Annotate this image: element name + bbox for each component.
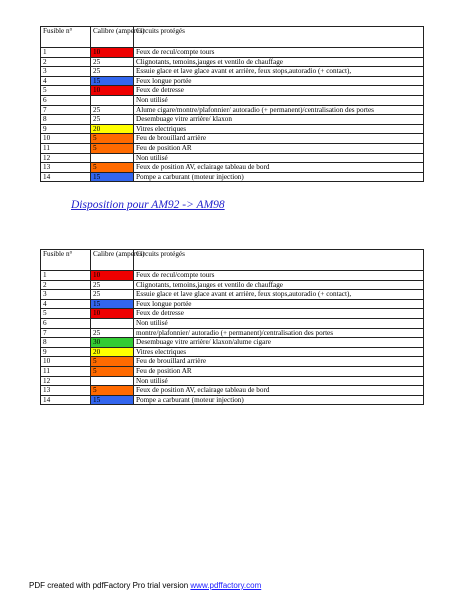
fuse-number-cell: 14 bbox=[41, 172, 91, 182]
circuit-cell: Feu de brouillard arrière bbox=[134, 134, 424, 144]
fuse-number-cell: 2 bbox=[41, 57, 91, 67]
circuit-cell: Feux de recul/compte tours bbox=[134, 271, 424, 281]
circuit-cell: Feu de position AR bbox=[134, 366, 424, 376]
rating-cell: 5 bbox=[91, 386, 134, 396]
fuse-number-cell: 10 bbox=[41, 134, 91, 144]
circuit-cell: Clignotants, temoins,jauges et ventilo de chauffage bbox=[134, 280, 424, 290]
table-body bbox=[41, 48, 424, 182]
table-row bbox=[41, 163, 424, 173]
table-row bbox=[41, 347, 424, 357]
circuit-cell: Desembuage vitre arrière/ klaxon/alume cigare bbox=[134, 338, 424, 348]
fuse-number-cell: 7 bbox=[41, 328, 91, 338]
table-row bbox=[41, 376, 424, 386]
circuit-cell: montre/plafonnier/ autoradio (+ permanent)/centralisation des portes bbox=[134, 328, 424, 338]
fuse-number-cell: 4 bbox=[41, 299, 91, 309]
rating-cell: 25 bbox=[91, 290, 134, 300]
header-rating: Calibre (amperes) bbox=[91, 250, 134, 271]
table-row bbox=[41, 318, 424, 328]
pdf-footer bbox=[29, 581, 261, 590]
fuse-number-cell: 12 bbox=[41, 153, 91, 163]
rating-cell bbox=[91, 376, 134, 386]
circuit-cell: Feux de detresse bbox=[134, 86, 424, 96]
circuit-cell: Feux longue portée bbox=[134, 76, 424, 86]
table-row bbox=[41, 76, 424, 86]
table-row bbox=[41, 299, 424, 309]
rating-cell: 15 bbox=[91, 299, 134, 309]
table-row bbox=[41, 134, 424, 144]
table-row bbox=[41, 95, 424, 105]
circuit-cell: Feux longue portée bbox=[134, 299, 424, 309]
table-row bbox=[41, 290, 424, 300]
rating-cell: 15 bbox=[91, 395, 134, 405]
rating-cell: 10 bbox=[91, 309, 134, 319]
fuse-number-cell: 6 bbox=[41, 95, 91, 105]
rating-cell: 30 bbox=[91, 338, 134, 348]
rating-cell: 25 bbox=[91, 67, 134, 77]
header-rating: Calibre (amperes) bbox=[91, 27, 134, 48]
rating-cell: 25 bbox=[91, 328, 134, 338]
fuse-number-cell: 12 bbox=[41, 376, 91, 386]
footer-link[interactable]: www.pdffactory.com bbox=[190, 581, 262, 590]
rating-cell: 25 bbox=[91, 105, 134, 115]
header-fuse-number: Fusible n° bbox=[41, 27, 91, 48]
table-row bbox=[41, 280, 424, 290]
rating-cell: 25 bbox=[91, 280, 134, 290]
header-fuse-number: Fusible n° bbox=[41, 250, 91, 271]
circuit-cell: Pompe a carburant (moteur injection) bbox=[134, 395, 424, 405]
circuit-cell: Non utilisé bbox=[134, 318, 424, 328]
table-row bbox=[41, 124, 424, 134]
table-row bbox=[41, 271, 424, 281]
table-row bbox=[41, 338, 424, 348]
fuse-number-cell: 13 bbox=[41, 163, 91, 173]
table-header-row bbox=[41, 27, 424, 48]
table-row bbox=[41, 48, 424, 58]
rating-cell bbox=[91, 95, 134, 105]
fuse-number-cell: 6 bbox=[41, 318, 91, 328]
fuse-number-cell: 8 bbox=[41, 338, 91, 348]
rating-cell: 20 bbox=[91, 124, 134, 134]
circuit-cell: Feux de position AV, eclairage tableau de bord bbox=[134, 386, 424, 396]
table-header-row bbox=[41, 250, 424, 271]
table-row bbox=[41, 309, 424, 319]
circuit-cell: Vitres electriques bbox=[134, 124, 424, 134]
table-row bbox=[41, 386, 424, 396]
table-row bbox=[41, 115, 424, 125]
rating-cell bbox=[91, 318, 134, 328]
table-row bbox=[41, 366, 424, 376]
section-title: Disposition pour AM92 -> AM98 bbox=[71, 199, 225, 211]
rating-cell: 20 bbox=[91, 347, 134, 357]
table-row bbox=[41, 57, 424, 67]
rating-cell: 5 bbox=[91, 163, 134, 173]
rating-cell: 10 bbox=[91, 48, 134, 58]
table-row bbox=[41, 105, 424, 115]
circuit-cell: Feux de position AV, eclairage tableau de bord bbox=[134, 163, 424, 173]
fuse-number-cell: 13 bbox=[41, 386, 91, 396]
table-row bbox=[41, 395, 424, 405]
fuse-number-cell: 4 bbox=[41, 76, 91, 86]
circuit-cell: Pompe a carburant (moteur injection) bbox=[134, 172, 424, 182]
rating-cell: 15 bbox=[91, 172, 134, 182]
table-row bbox=[41, 67, 424, 77]
fuse-number-cell: 5 bbox=[41, 309, 91, 319]
fuse-number-cell: 5 bbox=[41, 86, 91, 96]
fuse-number-cell: 7 bbox=[41, 105, 91, 115]
fuse-number-cell: 14 bbox=[41, 395, 91, 405]
circuit-cell: Vitres electriques bbox=[134, 347, 424, 357]
rating-cell: 5 bbox=[91, 366, 134, 376]
rating-cell: 10 bbox=[91, 271, 134, 281]
circuit-cell: Alume cigare/montre/plafonnier/ autoradio (+ permanent)/centralisation des portes bbox=[134, 105, 424, 115]
fuse-number-cell: 8 bbox=[41, 115, 91, 125]
table-row bbox=[41, 328, 424, 338]
circuit-cell: Desembuage vitre arrière/ klaxon bbox=[134, 115, 424, 125]
circuit-cell: Feux de detresse bbox=[134, 309, 424, 319]
rating-cell bbox=[91, 153, 134, 163]
fuse-number-cell: 11 bbox=[41, 143, 91, 153]
rating-cell: 5 bbox=[91, 134, 134, 144]
table-row bbox=[41, 86, 424, 96]
fuse-number-cell: 2 bbox=[41, 280, 91, 290]
fuse-table-1 bbox=[40, 26, 424, 182]
rating-cell: 15 bbox=[91, 76, 134, 86]
footer-text: PDF created with pdfFactory Pro trial version bbox=[29, 581, 191, 590]
table-body bbox=[41, 271, 424, 405]
rating-cell: 5 bbox=[91, 357, 134, 367]
table-row bbox=[41, 357, 424, 367]
fuse-number-cell: 3 bbox=[41, 290, 91, 300]
circuit-cell: Feu de brouillard arrière bbox=[134, 357, 424, 367]
rating-cell: 25 bbox=[91, 115, 134, 125]
circuit-cell: Clignotants, temoins,jauges et ventilo de chauffage bbox=[134, 57, 424, 67]
circuit-cell: Non utilisé bbox=[134, 376, 424, 386]
rating-cell: 5 bbox=[91, 143, 134, 153]
fuse-number-cell: 10 bbox=[41, 357, 91, 367]
circuit-cell: Feu de position AR bbox=[134, 143, 424, 153]
circuit-cell: Non utilisé bbox=[134, 153, 424, 163]
rating-cell: 10 bbox=[91, 86, 134, 96]
header-circuits: Circuits protégés bbox=[134, 250, 424, 271]
fuse-number-cell: 9 bbox=[41, 124, 91, 134]
circuit-cell: Essuie glace et lave glace avant et arrière, feux stops,autoradio (+ contact), bbox=[134, 67, 424, 77]
fuse-table-2 bbox=[40, 249, 424, 405]
table-row bbox=[41, 153, 424, 163]
circuit-cell: Non utilisé bbox=[134, 95, 424, 105]
table-row bbox=[41, 143, 424, 153]
circuit-cell: Feux de recul/compte tours bbox=[134, 48, 424, 58]
fuse-number-cell: 11 bbox=[41, 366, 91, 376]
rating-cell: 25 bbox=[91, 57, 134, 67]
header-circuits: Circuits protégés bbox=[134, 27, 424, 48]
fuse-number-cell: 1 bbox=[41, 271, 91, 281]
fuse-number-cell: 3 bbox=[41, 67, 91, 77]
fuse-number-cell: 1 bbox=[41, 48, 91, 58]
table-row bbox=[41, 172, 424, 182]
circuit-cell: Essuie glace et lave glace avant et arrière, feux stops,autoradio (+ contact), bbox=[134, 290, 424, 300]
fuse-number-cell: 9 bbox=[41, 347, 91, 357]
